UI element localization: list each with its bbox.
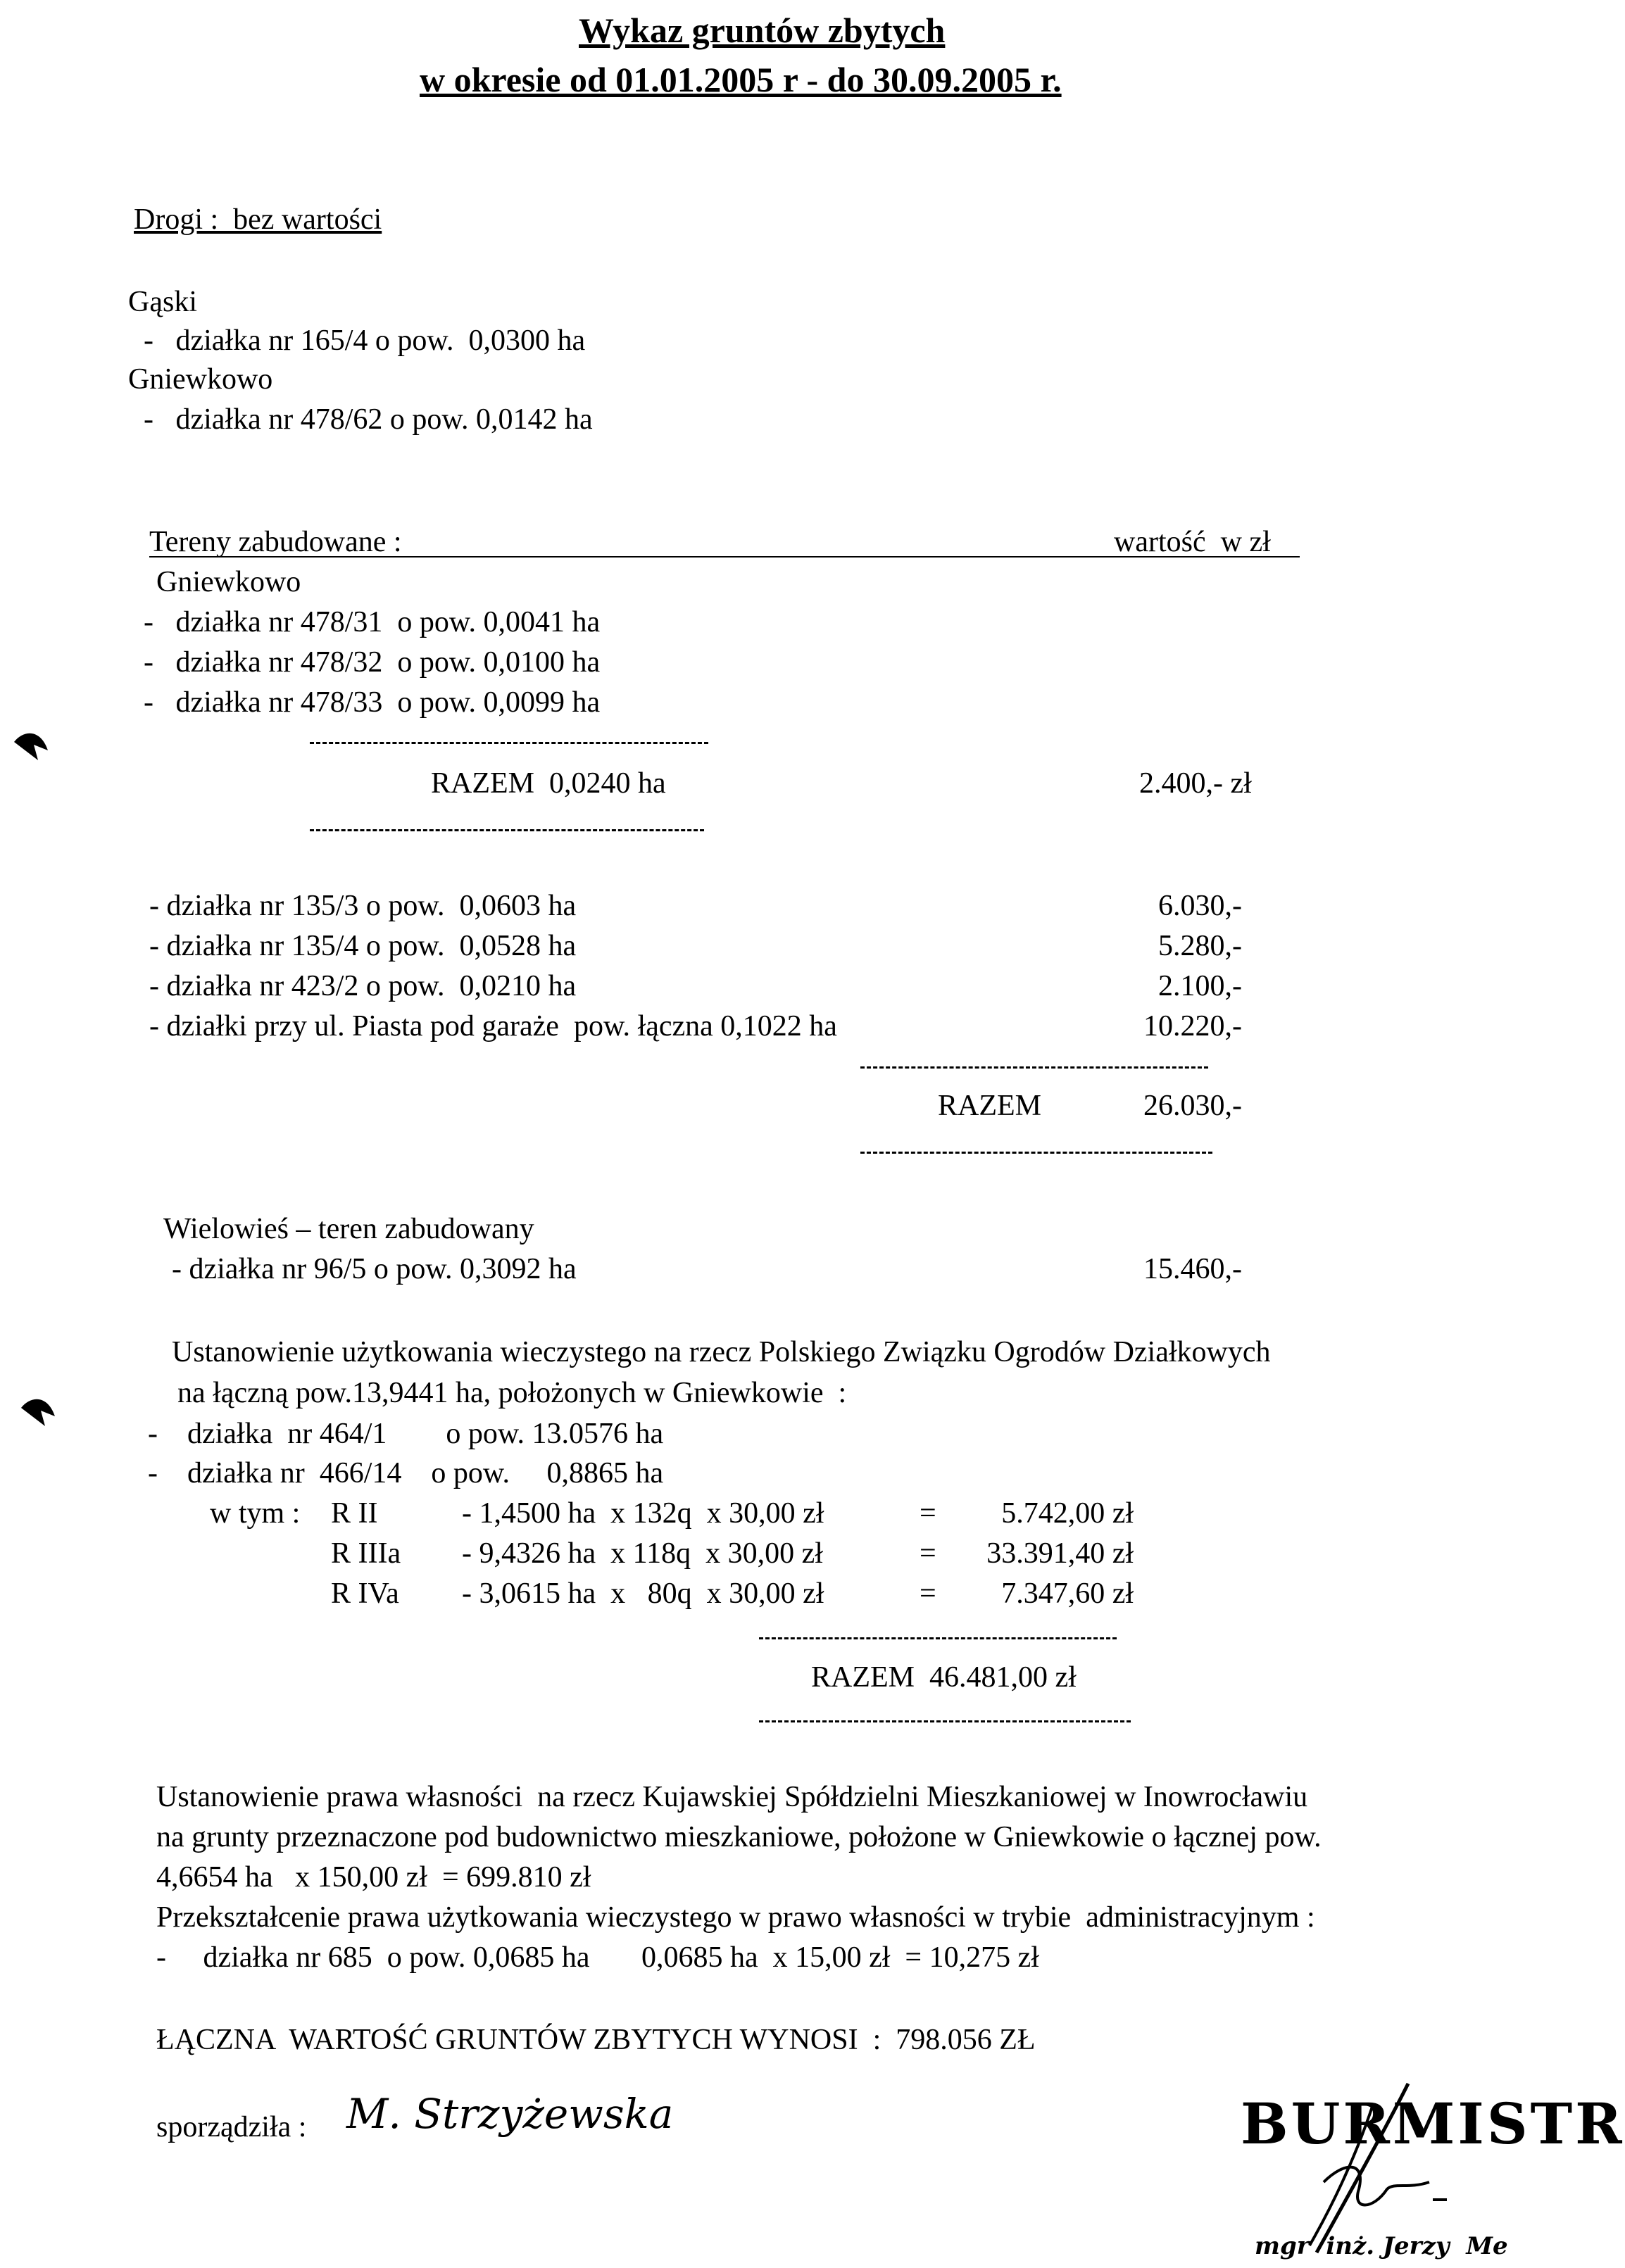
plot-value-3: 2.100,-: [1158, 970, 1242, 1002]
margin-mark-icon: [10, 726, 52, 762]
built-header: Tereny zabudowane :: [149, 526, 402, 558]
built-item-2: - działka nr 478/32 o pow. 0,0100 ha: [144, 646, 601, 679]
roads-header: Drogi : bez wartości: [134, 203, 382, 236]
prepared-by-label: sporządziła :: [156, 2111, 307, 2143]
document-title: Wykaz gruntów zbytych: [579, 11, 946, 50]
divider: [759, 1720, 1131, 1722]
pzod-sum: RAZEM 46.481,00 zł: [811, 1661, 1077, 1694]
pzod-wtym: w tym :: [210, 1497, 301, 1530]
margin-mark-icon: [17, 1392, 59, 1428]
divider: [310, 829, 704, 831]
pzod-value-3: 7.347,60 zł: [1001, 1577, 1134, 1610]
roads-location-gaski: Gąski: [128, 286, 197, 318]
pzod-eq-2: =: [920, 1537, 936, 1570]
plot-value-4: 10.220,-: [1143, 1010, 1242, 1042]
plot-value-1: 6.030,-: [1158, 890, 1242, 922]
ksm-line-1: Ustanowienie prawa własności na rzecz Kujawskiej Spółdzielni Mieszkaniowej w Inowrocławiu: [156, 1781, 1308, 1813]
value-column-header: wartość w zł: [1114, 526, 1271, 558]
built-item-3: - działka nr 478/33 o pow. 0,0099 ha: [144, 686, 601, 719]
pzod-calc-3: - 3,0615 ha x 80q x 30,00 zł: [462, 1577, 824, 1610]
roads-item-gniewkowo: - działka nr 478/62 o pow. 0,0142 ha: [144, 403, 593, 436]
plot-value-2: 5.280,-: [1158, 930, 1242, 962]
pzod-item-1: - działka nr 464/1 o pow. 13.0576 ha: [148, 1418, 664, 1450]
ksm-line-3: 4,6654 ha x 150,00 zł = 699.810 zł: [156, 1861, 591, 1894]
plots-sum-value: 26.030,-: [1143, 1090, 1242, 1122]
pzod-line-1: Ustanowienie użytkowania wieczystego na rzecz Polskiego Związku Ogrodów Działkowych: [172, 1336, 1271, 1368]
divider: [860, 1066, 1208, 1069]
wielowies-item: - działka nr 96/5 o pow. 0,3092 ha: [172, 1253, 577, 1285]
pzod-class-3: R IVa: [331, 1577, 399, 1610]
pzod-value-1: 5.742,00 zł: [1001, 1497, 1134, 1530]
pzod-value-2: 33.391,40 zł: [986, 1537, 1134, 1570]
roads-item-gaski: - działka nr 165/4 o pow. 0,0300 ha: [144, 325, 586, 357]
pzod-class-2: R IIIa: [331, 1537, 401, 1570]
built-location: Gniewkowo: [156, 566, 301, 598]
roads-location-gniewkowo: Gniewkowo: [128, 363, 273, 396]
pzod-line-2: na łączną pow.13,9441 ha, położonych w Gniewkowie :: [177, 1377, 847, 1409]
ksm-line-2: na grunty przeznaczone pod budownictwo mieszkaniowe, położone w Gniewkowie o łącznej pow.: [156, 1821, 1322, 1853]
divider: [310, 742, 708, 744]
mayor-signature-icon: [1267, 2077, 1450, 2260]
pzod-calc-1: - 1,4500 ha x 132q x 30,00 zł: [462, 1497, 824, 1530]
plots-sum-label: RAZEM: [938, 1090, 1041, 1122]
ksm-line-5: - działka nr 685 o pow. 0,0685 ha 0,0685 ha x 15,00 zł = 10,275 zł: [156, 1941, 1039, 1974]
wielowies-header: Wielowieś – teren zabudowany: [163, 1213, 534, 1245]
document-subtitle: w okresie od 01.01.2005 r - do 30.09.2005 r.: [420, 60, 1062, 99]
built-sum-value: 2.400,- zł: [1139, 767, 1252, 800]
plot-item-2: - działka nr 135/4 o pow. 0,0528 ha: [149, 930, 577, 962]
pzod-eq-3: =: [920, 1577, 936, 1610]
pzod-eq-1: =: [920, 1497, 936, 1530]
grand-total: ŁĄCZNA WARTOŚĆ GRUNTÓW ZBYTYCH WYNOSI : 798.056 ZŁ: [156, 2024, 1036, 2056]
prepared-by-signature: M. Strzyżewska: [346, 2090, 674, 2138]
ksm-line-4: Przekształcenie prawa użytkowania wieczystego w prawo własności w trybie administracyjnym :: [156, 1901, 1315, 1934]
wielowies-value: 15.460,-: [1143, 1253, 1242, 1285]
divider: [759, 1637, 1117, 1639]
pzod-item-2: - działka nr 466/14 o pow. 0,8865 ha: [148, 1457, 664, 1489]
mayor-stamp-name: mgr inż. Jerzy Me: [1255, 2232, 1508, 2260]
built-sum-label: RAZEM 0,0240 ha: [431, 767, 666, 800]
plot-item-3: - działka nr 423/2 o pow. 0,0210 ha: [149, 970, 577, 1002]
built-item-1: - działka nr 478/31 o pow. 0,0041 ha: [144, 606, 601, 638]
plot-item-1: - działka nr 135/3 o pow. 0,0603 ha: [149, 890, 577, 922]
mayor-stamp-title: BURMISTR: [1241, 2091, 1625, 2157]
divider: [860, 1152, 1212, 1154]
plot-item-4: - działki przy ul. Piasta pod garaże pow. łączna 0,1022 ha: [149, 1010, 837, 1042]
pzod-class-1: R II: [331, 1497, 378, 1530]
pzod-calc-2: - 9,4326 ha x 118q x 30,00 zł: [462, 1537, 823, 1570]
